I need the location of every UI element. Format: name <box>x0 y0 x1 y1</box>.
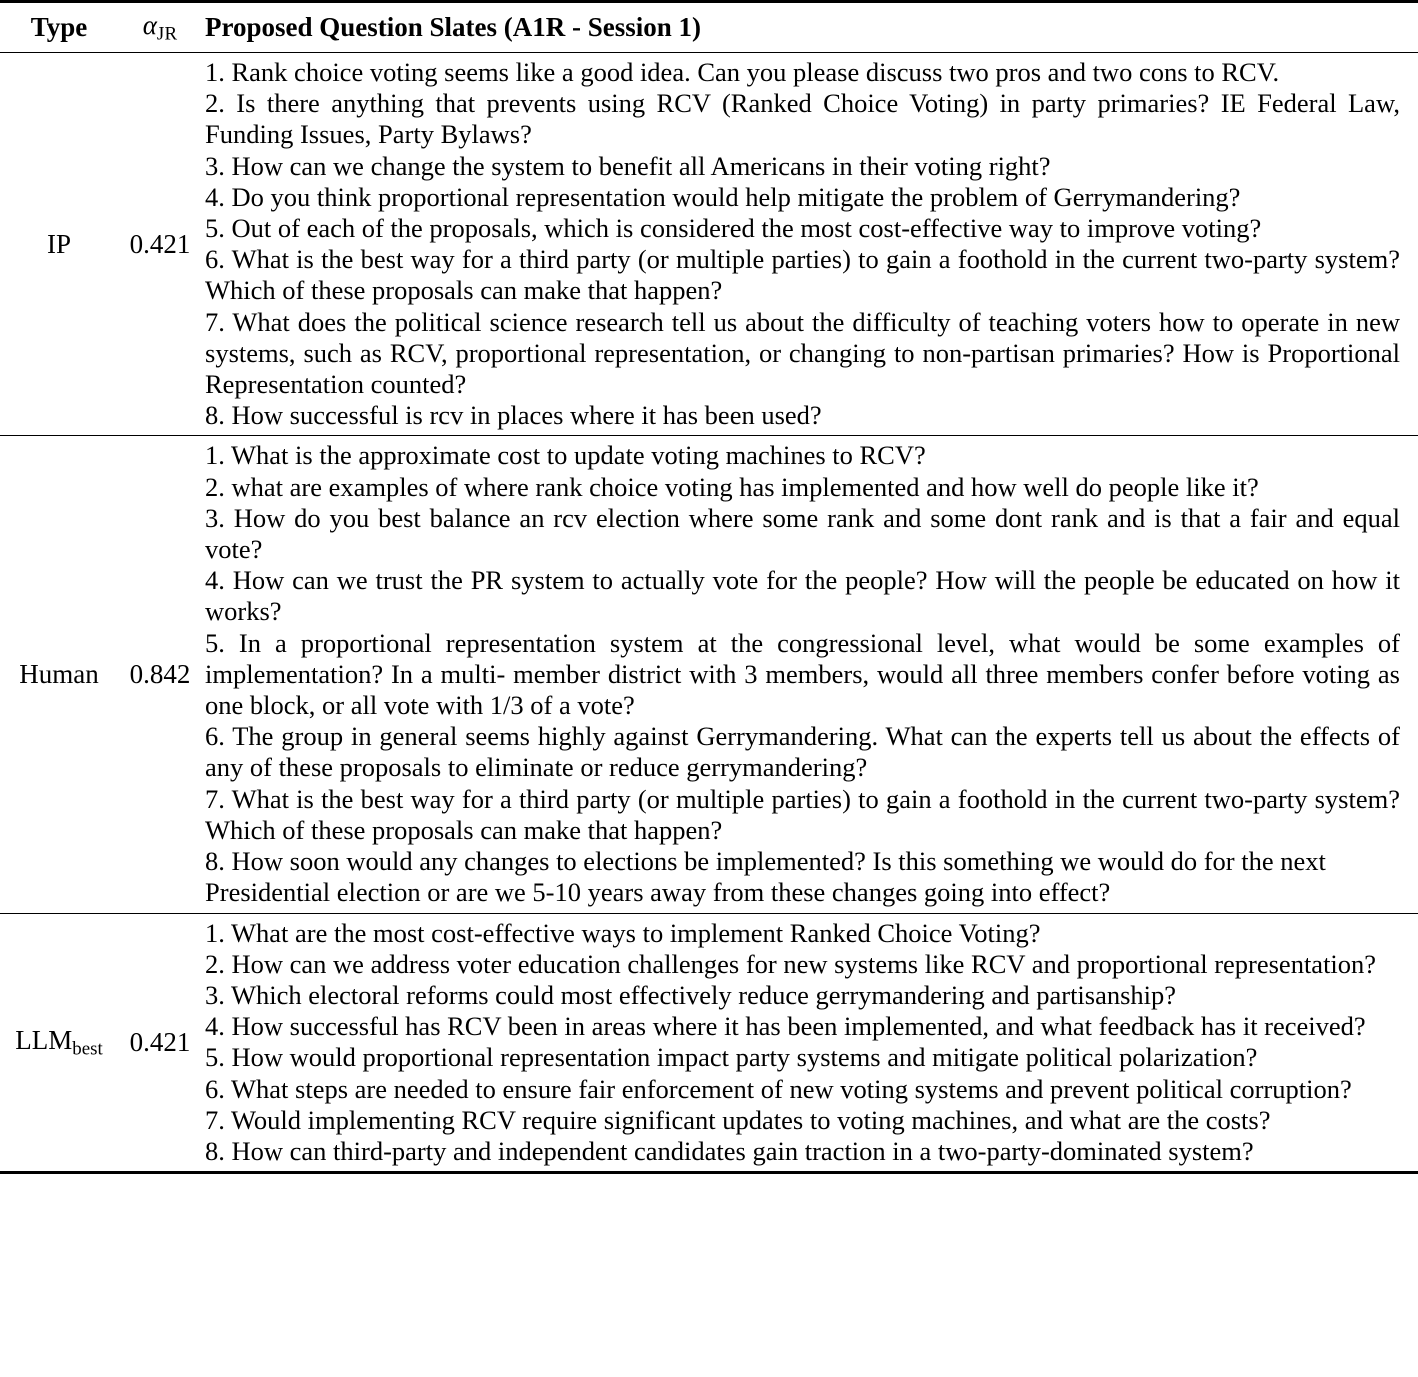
row-question-slate <box>202 57 1418 431</box>
table-row <box>0 436 1418 912</box>
table-bottom-rule <box>0 1171 1418 1174</box>
question-list <box>205 440 1400 908</box>
column-header-type: Type <box>30 11 88 42</box>
list-item: 8. How successful is rcv in places where it has been used? <box>205 400 822 431</box>
list-item: 1. What are the most cost-effective ways to implement Ranked Choice Voting? <box>205 917 1041 948</box>
list-item: 6. What steps are needed to ensure fair enforcement of new voting systems and prevent political corruption? <box>205 1073 1352 1104</box>
row-type-label: Human <box>19 658 99 689</box>
table-row <box>0 53 1418 435</box>
list-item: 5. How would proportional representation impact party systems and mitigate political polarization? <box>205 1042 1258 1073</box>
row-type-label: IP <box>46 228 71 259</box>
question-list <box>205 57 1400 431</box>
alpha-subscript: JR <box>156 23 178 45</box>
list-item: 4. Do you think proportional representation would help mitigate the problem of Gerrymandering? <box>205 181 1241 212</box>
alpha-symbol: α <box>142 10 157 40</box>
question-list <box>205 918 1400 1168</box>
list-item: 3. Which electoral reforms could most effectively reduce gerrymandering and partisanship? <box>205 979 1177 1010</box>
list-item: 2. what are examples of where rank choice voting has implemented and how well do people like it? <box>205 471 1259 502</box>
row-question-slate <box>202 918 1418 1168</box>
list-item: 7. What is the best way for a third party (or multiple parties) to gain a foothold in the current two-party system? Which of these proposals can make that happen? <box>205 783 1400 845</box>
list-item: 8. How can third-party and independent candidates gain traction in a two-party-dominated system? <box>205 1135 1254 1166</box>
list-item: 8. How soon would any changes to elections be implemented? Is this something we would do for the next Presidential election or are we 5-10 years away from these changes going into effect? <box>205 846 1326 908</box>
list-item: 2. How can we address voter education challenges for new systems like RCV and proportional representation? <box>205 948 1377 979</box>
list-item: 6. What is the best way for a third party (or multiple parties) to gain a foothold in the current two-party system? Which of these proposals can make that happen? <box>205 244 1400 306</box>
row-alpha-jr-value: 0.842 <box>129 658 191 689</box>
column-header-alpha-jr <box>118 10 202 45</box>
list-item: 5. In a proportional representation system at the congressional level, what would be some examples of implementation? In a multi- member district with 3 members, would all three members confer before voting as one block, or all vote with 1/3 of a vote? <box>205 627 1400 721</box>
list-item: 4. How can we trust the PR system to actually vote for the people? How will the people be educated on how it works? <box>205 565 1400 627</box>
list-item: 5. Out of each of the proposals, which is considered the most cost-effective way to improve voting? <box>205 213 1262 244</box>
list-item: 7. What does the political science research tell us about the difficulty of teaching voters how to operate in new systems, such as RCV, proportional representation, or changing to non-partisan primaries? How is Proportional Representation counted? <box>205 306 1400 400</box>
list-item: 3. How do you best balance an rcv election where some rank and some dont rank and is that a fair and equal vote? <box>205 502 1400 565</box>
list-item: 6. The group in general seems highly against Gerrymandering. What can the experts tell us about the effects of any of these proposals to eliminate or reduce gerrymandering? <box>205 721 1400 783</box>
list-item: 3. How can we change the system to benefit all Americans in their voting right? <box>205 150 1051 181</box>
list-item: 7. Would implementing RCV require significant updates to voting machines, and what are the costs? <box>205 1104 1271 1135</box>
row-type-label <box>0 1025 118 1060</box>
row-alpha-jr-value: 0.421 <box>129 1026 191 1057</box>
list-item: 4. How successful has RCV been in areas where it has been implemented, and what feedback has it received? <box>205 1011 1366 1042</box>
row-alpha-jr-value: 0.421 <box>129 228 191 259</box>
list-item: 1. Rank choice voting seems like a good idea. Can you please discuss two pros and two cons to RCV. <box>205 57 1280 88</box>
column-header-slates: Proposed Question Slates (A1R - Session 1) <box>205 12 702 42</box>
table-row <box>0 914 1418 1172</box>
row-type-prefix: LLM <box>15 1024 73 1055</box>
row-type-subscript: best <box>72 1038 103 1060</box>
row-question-slate <box>202 440 1418 908</box>
list-item: 2. Is there anything that prevents using RCV (Ranked Choice Voting) in party primaries? IE Federal Law, Funding Issues, Party Bylaws? <box>205 88 1400 150</box>
list-item: 1. What is the approximate cost to update voting machines to RCV? <box>205 440 926 471</box>
table-header-row <box>0 3 1418 52</box>
